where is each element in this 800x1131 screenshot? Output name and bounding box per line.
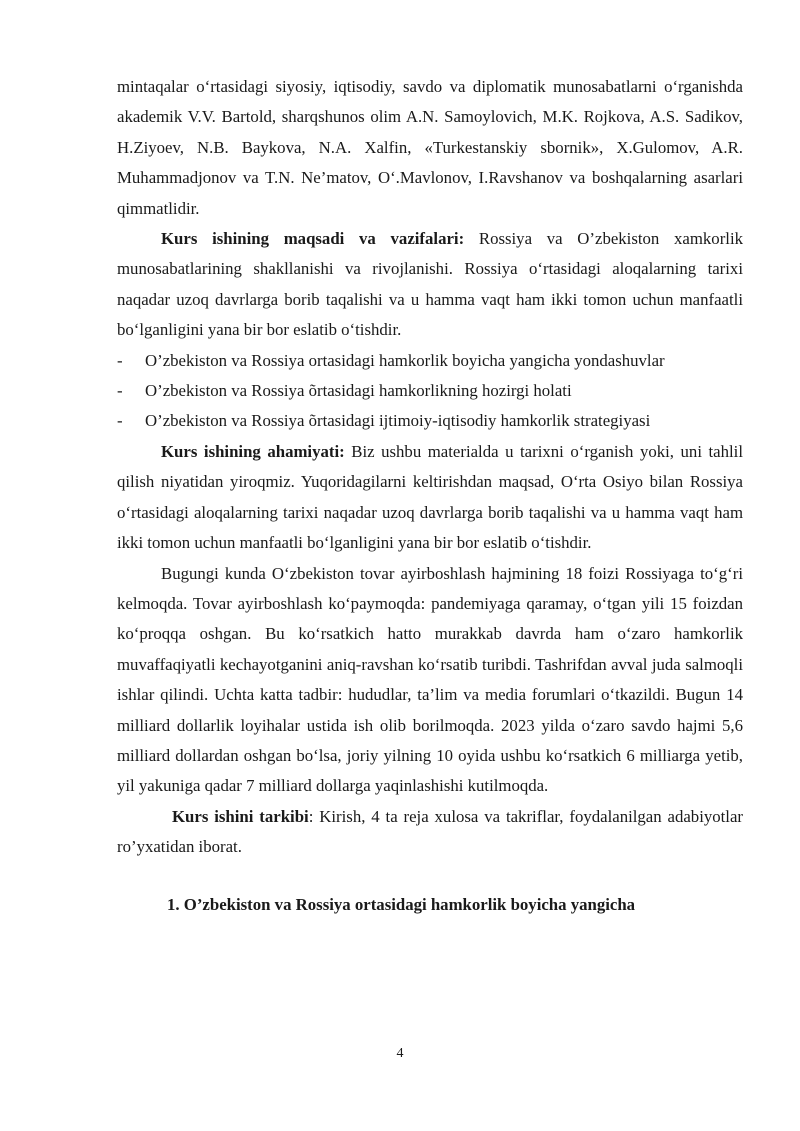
body-paragraph-importance [117,437,743,559]
topics-list [117,346,743,437]
goals-text: Rossiya va O’zbekiston xamkorlik munosabatlarining shakllanishi va rivojlanishi. Rossiya o‘rtasidagi aloqalarning tarixi naqadar uzoq davrlarga borib taqalishi va u hamma vaqt ham ikki tomon uchun manfaatli bo‘lganligini yana bir bor eslatib o‘tishdir. [117,229,743,340]
importance-text: Biz ushbu materialda u tarixni o‘rganish yoki, uni tahlil qilish niyatidan yiroqmiz. Yuqoridagilarni keltirishdan maqsad, O‘rta Osiyo bilan Rossiya o‘rtasidagi aloqalarning tarixi naqadar uzoq davrlarga borib taqalishi va u hamma vaqt ham ikki tomon uchun manfaatli bo‘lganligini yana bir bor eslatib o‘tishdir. [117,441,744,553]
list-dash: - [117,381,123,401]
section-heading: 1. O’zbekiston va Rossiya ortasidagi hamkorlik boyicha yangicha [167,894,636,914]
list-item [117,346,743,376]
list-item [117,406,743,436]
body-paragraph-trade: Bugungi kunda O‘zbekiston tovar ayirboshlash hajmining 18 foizi Rossiyaga to‘g‘ri kelmoqda. Tovar ayirboshlash ko‘paymoqda: pandemiyaga qaramay, o‘tgan yili 15 foizdan ko‘proqqa oshgan. Bu ko‘rsatkich hatto murakkab davrda ham o‘zaro hamkorlik muvaffaqiyatli kechayotganini aniq-ravshan ko‘rsatib turibdi. Tashrifdan avval juda salmoqli ishlar qilindi. Uchta katta tadbir: hududlar, ta’lim va media forumlari o‘tkazildi. Bugun 14 milliard dollarlik loyihalar ustida ish olib borilmoqda. 2023 yilda o‘zaro savdo hajmi 5,6 milliard dollardan oshgan bo‘lsa, joriy yilning 10 oyida ushbu ko‘rsatkich 6 milliarga yetib, yil yakuniga qadar 7 milliard dollarga yaqinlashishi kutilmoqda. [117,563,743,796]
body-paragraph-goals [117,224,743,346]
structure-text: : Kirish, 4 ta reja xulosa va takriflar, foydalanilgan adabiyotlar ro’yxatidan iborat. [117,806,743,857]
list-dash: - [117,350,123,370]
document-page [117,72,743,920]
body-paragraph-structure [117,802,743,863]
list-item [117,376,743,406]
page-number: 4 [396,1046,404,1061]
goals-label: Kurs ishining maqsadi va vazifalari: [161,229,465,249]
structure-label: Kurs ishini tarkibi [172,806,309,826]
list-dash: - [117,411,123,431]
list-item-text: O’zbekiston va Rossiya õrtasidagi hamkorlikning hozirgi holati [145,381,572,401]
body-paragraph-1: mintaqalar o‘rtasidagi siyosiy, iqtisodiy, savdo va diplomatik munosabatlarni o‘rganishda akademik V.V. Bartold, sharqshunos olim A.N. Samoylovich, M.K. Rojkova, A.S. Sadikov, H.Ziyoev, N.B. Baykova, N.A. Xalfin, «Turkestanskiy sbornik», X.Gulomov, A.R. Muhammadjonov va T.N. Ne’matov, O‘.Mavlonov, I.Ravshanov va boshqalarning asarlari qimmatlidir. [117,77,743,218]
importance-label: Kurs ishining ahamiyati: [161,441,345,461]
list-item-text: O’zbekiston va Rossiya õrtasidagi ijtimoiy-iqtisodiy hamkorlik strategiyasi [145,411,651,431]
list-item-text: O’zbekiston va Rossiya ortasidagi hamkorlik boyicha yangicha yondashuvlar [145,350,665,370]
